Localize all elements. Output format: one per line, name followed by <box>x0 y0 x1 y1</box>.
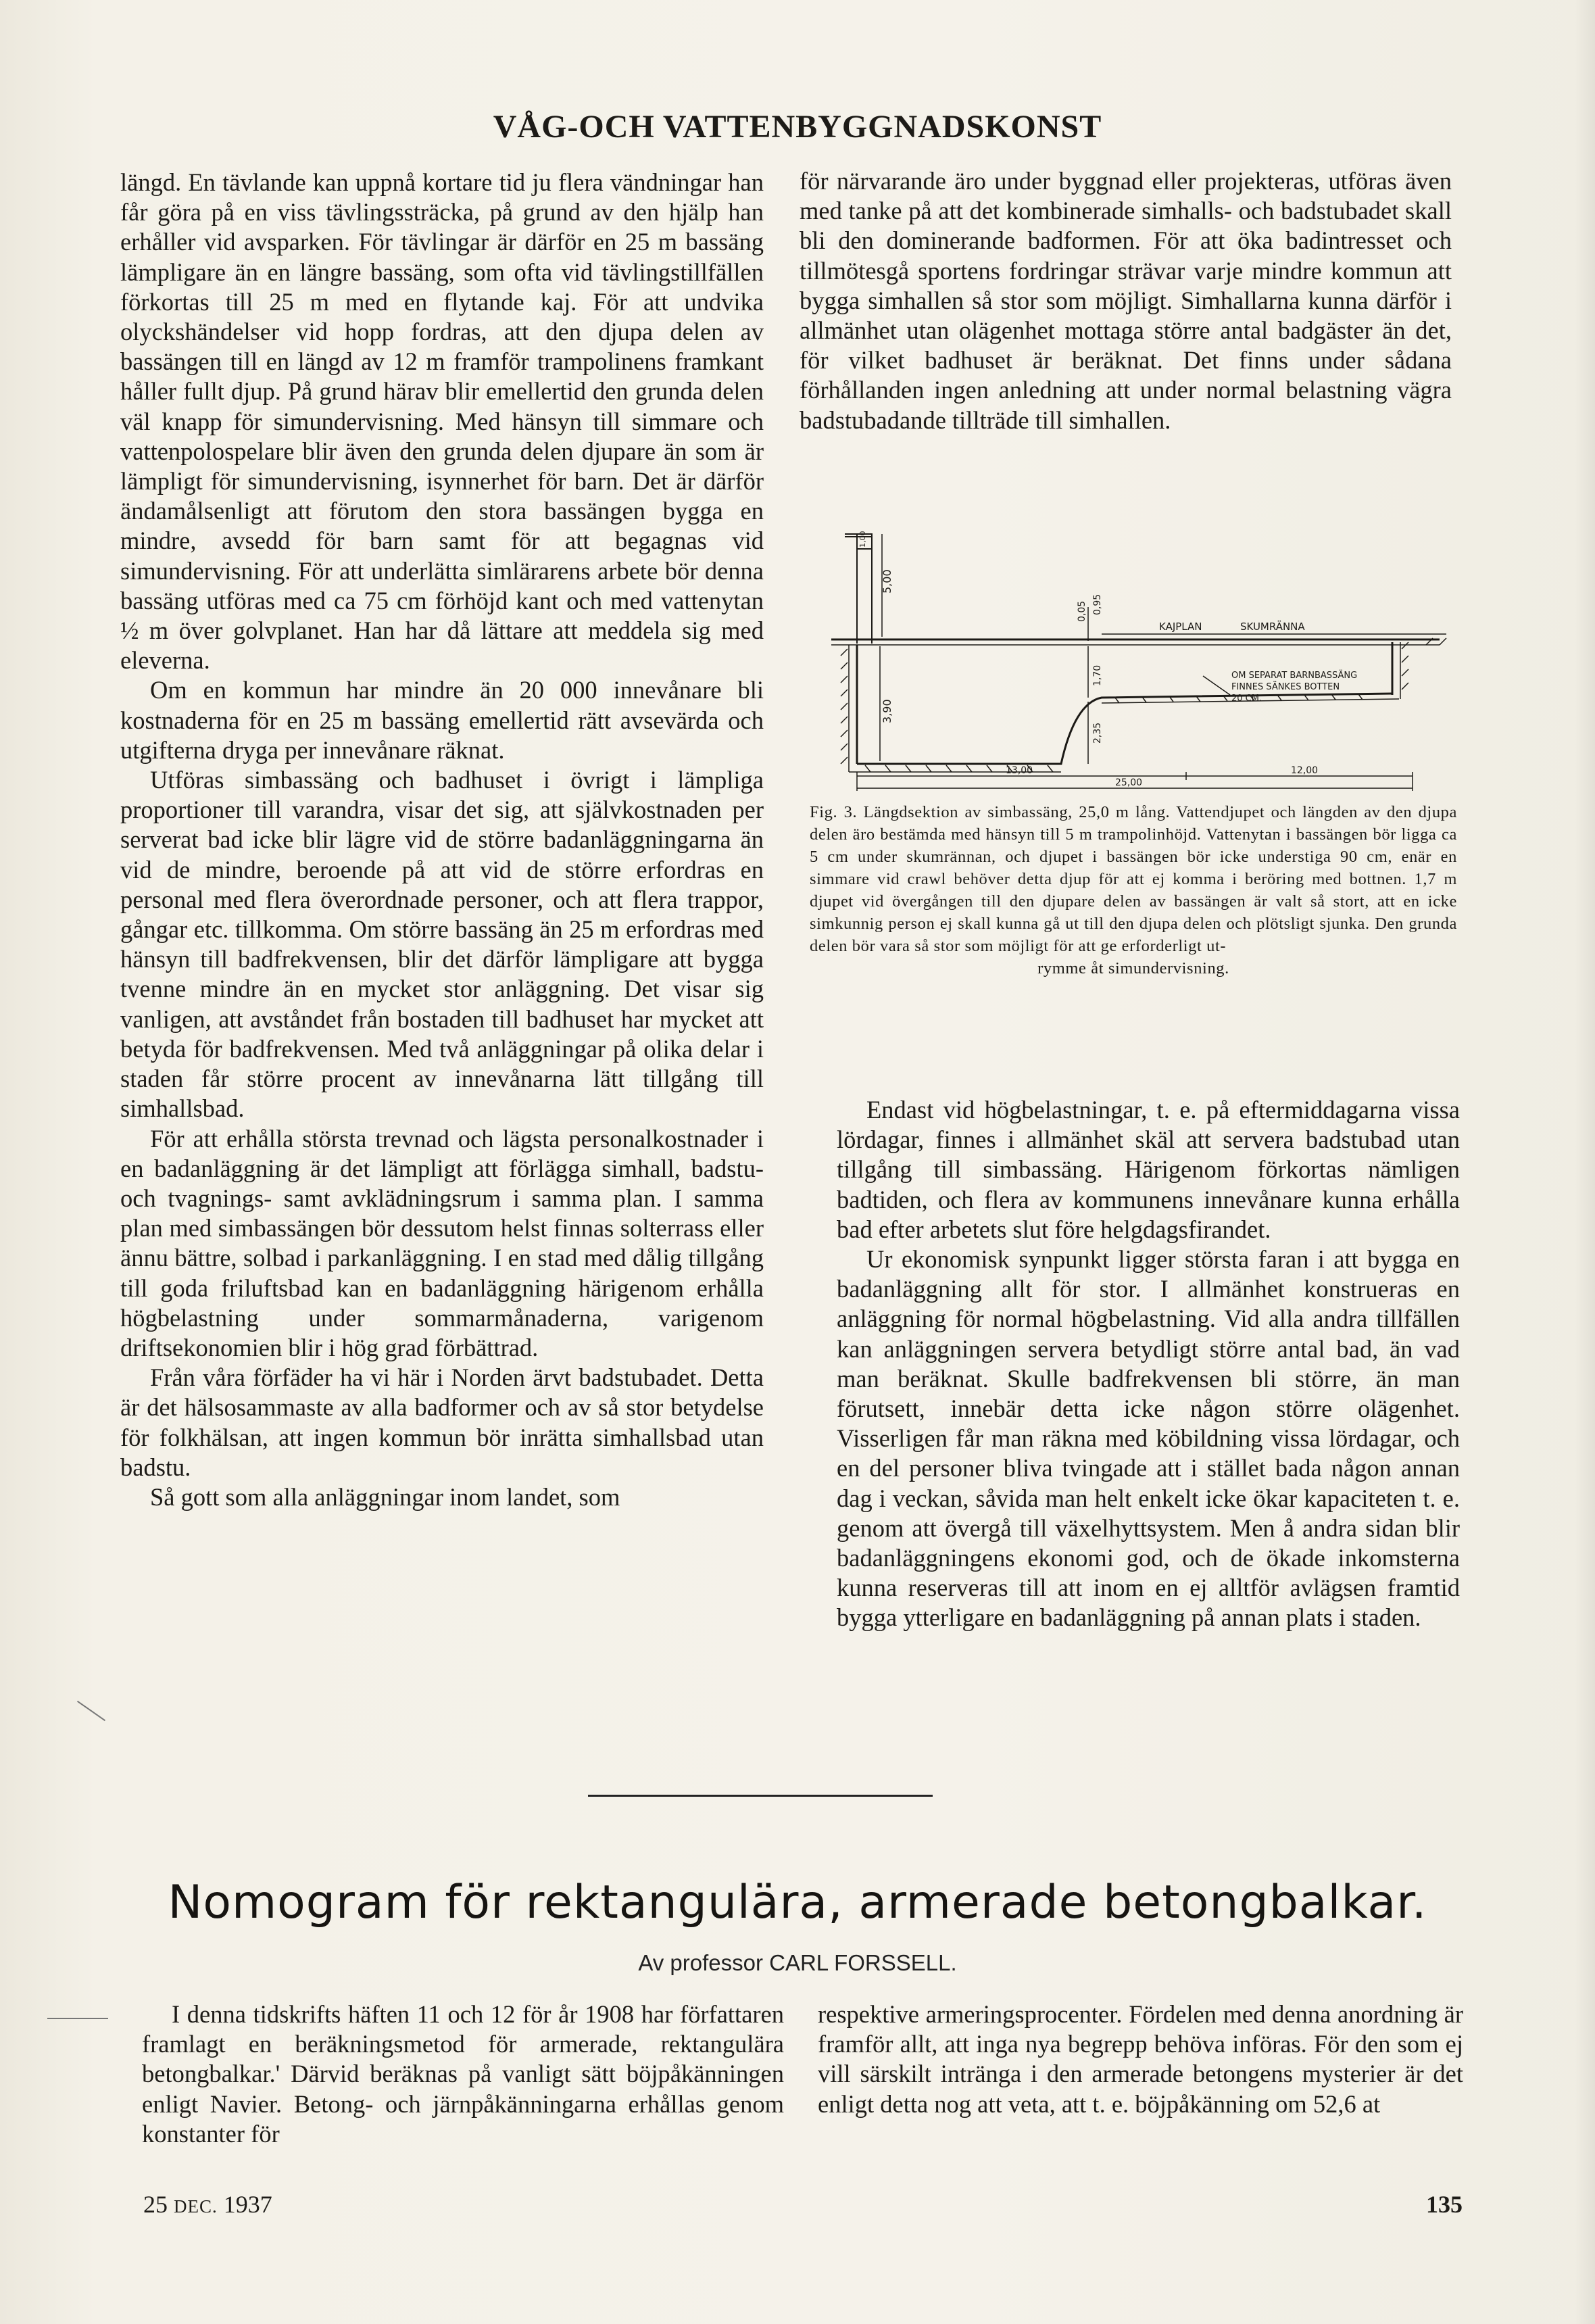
paragraph: För att erhålla största trevnad och lägsta personalkostnader i en badanläggning är det lämpligt att förlägga simhall, badstu- och tvagnings- samt avklädningsrum i samma plan. I samma plan med simbassängen bör dessutom helst finnas solterrass eller ännu bättre, solbad i parkanläggning. I en stad med dålig tillgång till goda friluftsbad kan en badanläggning härigenom erhålla högbelastning under sommarmånaderna, varigenom driftsekonomien blir i hög grad förbättrad. <box>120 1124 764 1361</box>
label-005: 0,05 <box>1077 600 1087 622</box>
right-column-top <box>800 166 1452 435</box>
article-title: Nomogram för rektangulära, armerade betongbalkar. <box>168 1876 1427 1929</box>
label-len-13: 13,00 <box>1006 765 1033 776</box>
paragraph: Ur ekonomisk synpunkt ligger största faran i att bygga en badanläggning allt för stor. I allmänhet konstrueras en anläggning för normal högbelastning. Vid alla andra tillfällen kan anläggningen servera betydligt större antal bad, än vad man beräknat. Skulle badfrekvensen bli större, än man förutsett, innebär detta icke någon större olägenhet. Visserligen får man räkna med köbildning vissa lördagar, och en del personer bliva tvingade att i stället bada någon annan dag i veckan, såvida man helt enkelt icke ökar kapaciteten t. e. genom att övergå till växelhyttsystem. Men å andra sidan blir badanläggningens ekonomi god, och de ökade inkomsterna kunna reserveras till att inom en ej alltför avlägsen framtid bygga ytterligare en badanläggning på annan plats i staden. <box>837 1245 1460 1632</box>
paragraph: Från våra förfäder ha vi här i Norden ärvt badstubadet. Detta är det hälsosammaste av alla badformer och av så stor betydelse för folkhälsan, att ingen kommun bör inrätta simhallsbad utan badstu. <box>120 1363 764 1481</box>
label-170: 1,70 <box>1092 664 1103 686</box>
figure-caption <box>810 801 1457 979</box>
label-note-3: 20 CM. <box>1231 694 1262 704</box>
caption-lead: Fig. 3. <box>810 803 858 821</box>
left-column <box>120 168 764 1512</box>
paragraph: Utföras simbassäng och badhuset i övrigt i lämpliga proportioner till varandra, visar det sig, att självkostnaden per serverat bad icke blir lägre vid de större badanläggningarna än vid de mindre, beroende på att vid de större erfordras en personal med flera överordnade personer, och att flera trappor, gångar etc. tillkomma. Om större bassäng än 25 m erfordras med hänsyn till badfrekvensen, blir det därför lämpligare att bygga tvenne mindre än en mycket stor anläggning. Det visar sig vanligen, att avståndet från bostaden till badhuset har mycket att betyda för badfrekvensen. Med två anläggningar på olika delar i staden får större procent av innevånarna lätt tillgång till simhallsbad. <box>120 766 764 1123</box>
right-column-bottom <box>837 1095 1460 1633</box>
label-235: 2,35 <box>1092 722 1103 744</box>
label-small: 1,00 <box>858 531 867 548</box>
label-len-25: 25,00 <box>1115 777 1143 788</box>
page-number: 135 <box>1426 2191 1463 2218</box>
pencil-mark <box>47 2018 108 2019</box>
label-skumranna: SKUMRÄNNA <box>1240 621 1305 633</box>
paragraph: längd. En tävlande kan uppnå kortare tid ju flera vändningar han får göra på en viss tävlingssträcka, på grund av den hjälp han erhåller vid avsparken. För tävlingar är därför en 25 m bassäng lämpligare än en längre bassäng, som ofta vid tävlingstillfällen förkortas till 25 m med en flytande kaj. För att undvika olyckshändelser vid hopp fordras, att den djupa delen av bassängen till en längd av 12 m framför trampolinens framkant håller fullt djup. På grund härav blir emellertid den grunda delen väl knapp för simundervisning. Med hänsyn till simmare och vattenpolospelare blir även den grunda delen djupare än som är lämpligt för simundervisning, isynnerhet för barn. Det är därför ändamålsenligt att förutom den stora bassängen bygga en mindre, avsedd för barn samt för att begagnas vid simundervisning. För att underlätta simlärarens arbete bör denna bassäng utföras med ca 75 cm förhöjd kant och med vattenytan ½ m över golvplanet. Han har då lättare att meddela sig med eleverna. <box>120 168 764 675</box>
pencil-mark <box>77 1701 105 1721</box>
running-head: VÅG-OCH VATTENBYGGNADSKONST <box>493 109 1102 145</box>
footer-day: 25 <box>143 2191 168 2218</box>
hatch-left <box>841 649 848 764</box>
paragraph: Endast vid högbelastningar, t. e. på eftermiddagarna vissa lördagar, finnes i allmänhet skäl att servera badstubad utan tillgång till simbassäng. Härigenom förkortas nämligen badtiden, och flera av kommunens innevånare kunna erhålla bad efter arbetets slut före helgdagsfirandet. <box>837 1096 1460 1243</box>
caption-text: Längdsektion av simbassäng, 25,0 m lång. Vattendjupet och längden av den djupa delen äro bestämda med hänsyn till 5 m trampolinhöjd. Vattenytan i bassängen bör ligga ca 5 cm under skumrännan, och djupet i bassängen bör icke understiga 90 cm, enär en simmare vid crawl behöver detta djup för att ej komma i beröring med bottnen. 1,7 m djupet vid övergången till den djupare delen av bassängen är valt så stort, att en icke simkunnig person ej skall kunna gå ut till den djupa delen och plötsligt sjunka. Den grunda delen bör vara så stor som möjligt för att ge erforderligt ut- <box>810 803 1458 955</box>
label-390: 3,90 <box>881 699 893 723</box>
hatch-right <box>1402 638 1446 689</box>
label-note-1: OM SEPARAT BARNBASSÄNG <box>1231 671 1358 681</box>
label-095: 0,95 <box>1092 594 1103 615</box>
article-byline: Av professor CARL FORSSELL. <box>638 1950 957 1975</box>
footer-date <box>143 2190 272 2219</box>
paragraph: för närvarande äro under byggnad eller projekteras, utföras även med tanke på att det kombinerade simhalls- och badstubadet skall bli den dominerande badformen. För att öka badintresset och tillmötesgå sportens fordringar strävar varje mindre kommun att bygga simhallen så stor som möjligt. Simhallarna kunna därför i allmänhet utan olägenhet mottaga större antal badgäster än det, för vilket badhuset är beräknat. Det finns under sådana förhållanden ingen anledning att under normal belastning vägra badstubadande tillträde till simhallen. <box>800 167 1452 434</box>
pool-section-figure <box>818 521 1453 791</box>
paragraph: I denna tidskrifts häften 11 och 12 för år 1908 har författaren framlagt en beräkningsmetod för armerade, rektangulära betongbalkar.' Därvid beräknas på vanligt sätt böjpåkänningen enligt Navier. Betong- och järnpåkänningarna erhållas genom konstanter för <box>142 2000 784 2148</box>
paragraph: Om en kommun har mindre än 20 000 innevånare bli kostnaderna för en 25 m bassäng emellertid rätt avsevärda och utgifterna dryga per innevånare räknat. <box>120 676 764 764</box>
label-note-2: FINNES SÄNKES BOTTEN <box>1231 682 1340 692</box>
paragraph: Så gott som alla anläggningar inom landet, som <box>150 1482 620 1511</box>
footer-month: DEC. <box>174 2196 218 2217</box>
footer-year: 1937 <box>223 2191 272 2218</box>
label-len-12: 12,00 <box>1291 765 1319 776</box>
paragraph: respektive armeringsprocenter. Fördelen med denna anordning är framför allt, att inga nya begrepp behöva införas. För den som ej vill särskilt intränga i den armerade betongens mysterier är det enligt detta nog att veta, att t. e. böjpåkänning om 52,6 at <box>818 2000 1463 2118</box>
label-5m: 5,00 <box>881 569 893 594</box>
caption-last-line: rymme åt simundervisning. <box>1037 959 1229 977</box>
section-divider <box>588 1795 933 1797</box>
article-right-column <box>818 2000 1463 2119</box>
note-pointer <box>1203 676 1230 695</box>
article-left-column <box>142 2000 784 2149</box>
label-kajplan: KAJPLAN <box>1159 621 1202 633</box>
